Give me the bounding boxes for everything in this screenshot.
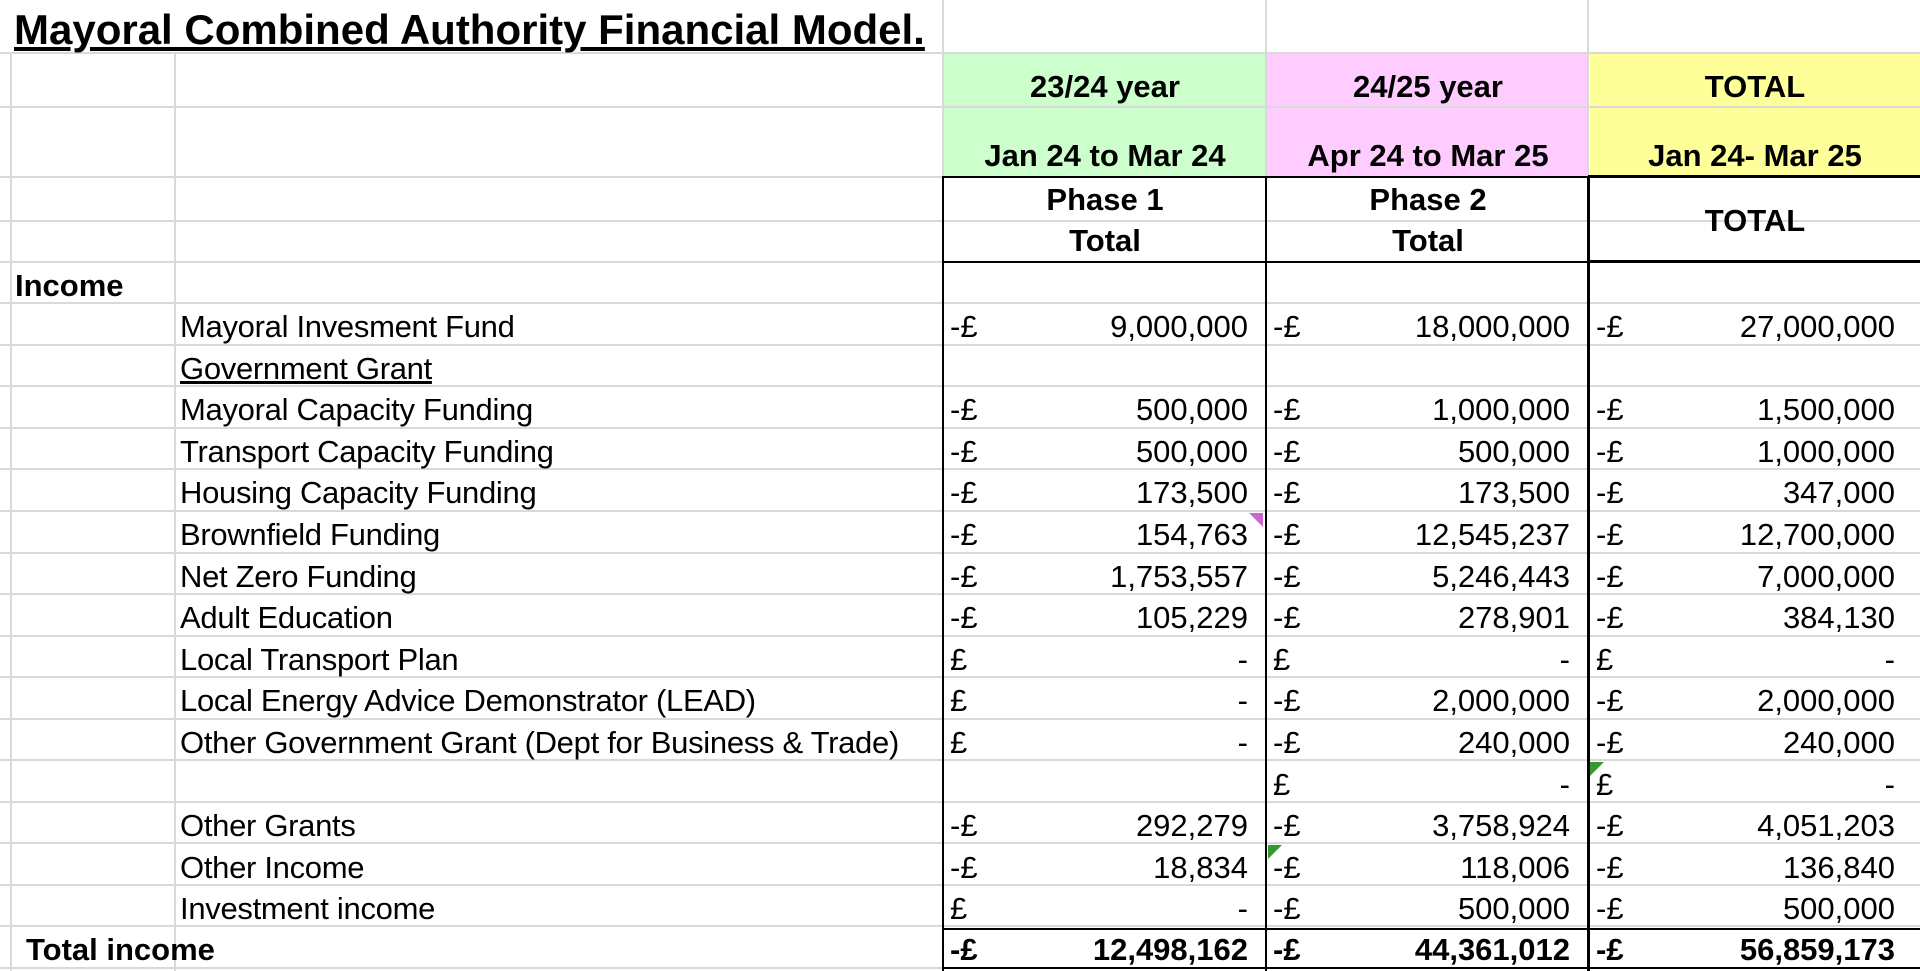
row-label: Investment income <box>180 891 436 926</box>
col3-phase-header: TOTAL <box>1704 203 1806 238</box>
amount-value: 500,000 <box>1135 434 1248 469</box>
currency-sign: -£ <box>950 850 978 885</box>
amount-value: 384,130 <box>1782 600 1895 635</box>
amount-value: 105,229 <box>1135 600 1248 635</box>
col2-left-border <box>1265 176 1267 971</box>
col1-phase-header: Phase 1 <box>1046 182 1164 217</box>
amount-value: 173,500 <box>1135 475 1248 510</box>
currency-sign: £ <box>950 683 968 718</box>
row-label: Mayoral Capacity Funding <box>180 392 533 427</box>
amount-value: 500,000 <box>1782 891 1895 926</box>
row-label: Housing Capacity Funding <box>180 475 537 510</box>
amount-value: 173,500 <box>1457 475 1570 510</box>
currency-sign: -£ <box>1596 559 1624 594</box>
col3-left-border <box>1587 176 1590 971</box>
amount-value <box>1018 348 1248 389</box>
total-amount-value: 12,498,162 <box>1092 932 1248 967</box>
comment-indicator[interactable] <box>1249 513 1263 527</box>
currency-sign: -£ <box>950 808 978 843</box>
currency-sign: -£ <box>950 600 978 635</box>
currency-sign: £ <box>950 642 968 677</box>
currency-sign: -£ <box>950 309 978 344</box>
currency-sign: -£ <box>1273 392 1301 427</box>
col1-left-border <box>942 176 944 971</box>
currency-sign: £ <box>1596 642 1614 677</box>
col1-phase-sub-header: Total <box>1069 223 1141 258</box>
amount-value: 2,000,000 <box>1432 683 1570 718</box>
currency-sign: -£ <box>950 475 978 510</box>
currency-sign: -£ <box>1596 517 1624 552</box>
amount-value: 1,000,000 <box>1757 434 1895 469</box>
currency-sign: -£ <box>1273 517 1301 552</box>
amount-value: 12,700,000 <box>1739 517 1895 552</box>
row-label: Local Transport Plan <box>180 642 459 677</box>
currency-sign: -£ <box>1596 808 1624 843</box>
row-label: Transport Capacity Funding <box>180 434 554 469</box>
currency-sign: -£ <box>1273 309 1301 344</box>
total-income-label: Total income <box>26 932 215 967</box>
amount-value: - <box>1884 642 1895 677</box>
currency-sign: -£ <box>1273 725 1301 760</box>
col3-period-header: Jan 24- Mar 25 <box>1648 138 1862 173</box>
amount-value: 1,753,557 <box>1110 559 1248 594</box>
amount-value: - <box>1559 642 1570 677</box>
currency-sign: -£ <box>1596 475 1624 510</box>
amount-value: 1,000,000 <box>1432 392 1570 427</box>
amount-value: 1,500,000 <box>1757 392 1895 427</box>
section-label-income: Income <box>15 268 124 303</box>
amount-value: 500,000 <box>1457 891 1570 926</box>
row-label: Net Zero Funding <box>180 559 417 594</box>
row-label: Mayoral Invesment Fund <box>180 309 515 344</box>
total-currency-sign: -£ <box>1273 932 1301 967</box>
sheet-title: Mayoral Combined Authority Financial Model. <box>14 6 925 53</box>
currency-sign: -£ <box>1596 309 1624 344</box>
row-gridline <box>0 302 1920 304</box>
currency-sign: -£ <box>1596 600 1624 635</box>
amount-value: 9,000,000 <box>1110 309 1248 344</box>
col2-phase-sub-header: Total <box>1392 223 1464 258</box>
currency-sign: -£ <box>1273 559 1301 594</box>
currency-sign: £ <box>950 891 968 926</box>
currency-sign: -£ <box>1273 683 1301 718</box>
amount-value <box>1018 764 1248 805</box>
amount-value: - <box>1237 683 1248 718</box>
amount-value: 240,000 <box>1782 725 1895 760</box>
amount-value: 7,000,000 <box>1757 559 1895 594</box>
currency-sign: -£ <box>1596 891 1624 926</box>
row-gridline <box>0 801 1920 803</box>
currency-sign: £ <box>950 725 968 760</box>
total-currency-sign: -£ <box>1596 932 1624 967</box>
amount-value: 3,758,924 <box>1432 808 1570 843</box>
col1-year-header: 23/24 year <box>1030 69 1180 104</box>
currency-sign: -£ <box>1273 475 1301 510</box>
amount-value: 4,051,203 <box>1757 808 1895 843</box>
row-label: Government Grant <box>180 351 432 386</box>
amount-value <box>1665 348 1895 389</box>
col2-year-header: 24/25 year <box>1353 69 1503 104</box>
currency-sign: -£ <box>1596 683 1624 718</box>
col2-phase-header: Phase 2 <box>1369 182 1487 217</box>
currency-sign: £ <box>1273 767 1291 802</box>
currency-sign: £ <box>1596 767 1614 802</box>
column-gridline <box>10 52 12 971</box>
amount-value <box>1340 348 1570 389</box>
amount-value: 27,000,000 <box>1739 309 1895 344</box>
column-gridline <box>174 52 176 971</box>
col3-year-header: TOTAL <box>1704 69 1806 104</box>
currency-sign: -£ <box>1273 600 1301 635</box>
currency-sign: -£ <box>1273 850 1301 885</box>
currency-sign: £ <box>1273 642 1291 677</box>
amount-value: 240,000 <box>1457 725 1570 760</box>
currency-sign: -£ <box>950 392 978 427</box>
amount-value: 12,545,237 <box>1414 517 1570 552</box>
amount-value: 18,834 <box>1153 850 1248 885</box>
currency-sign: -£ <box>950 559 978 594</box>
amount-value: 2,000,000 <box>1757 683 1895 718</box>
col2-period-header: Apr 24 to Mar 25 <box>1307 138 1549 173</box>
currency-sign: -£ <box>1596 434 1624 469</box>
total-currency-sign: -£ <box>950 932 978 967</box>
amount-value: 5,246,443 <box>1432 559 1570 594</box>
total-header-bottom-border <box>1588 260 1920 263</box>
row-label: Other Government Grant (Dept for Business & Trade) <box>180 725 899 760</box>
amount-value: 118,006 <box>1460 850 1570 885</box>
amount-value: 500,000 <box>1457 434 1570 469</box>
amount-value: 136,840 <box>1782 850 1895 885</box>
amount-value: 292,279 <box>1135 808 1248 843</box>
amount-value: 18,000,000 <box>1414 309 1570 344</box>
row-label: Other Income <box>180 850 365 885</box>
row-label: Brownfield Funding <box>180 517 440 552</box>
currency-sign: -£ <box>950 517 978 552</box>
amount-value: 278,901 <box>1457 600 1570 635</box>
col1-period-header: Jan 24 to Mar 24 <box>984 138 1226 173</box>
currency-sign: -£ <box>1596 850 1624 885</box>
total-amount-value: 44,361,012 <box>1414 932 1570 967</box>
currency-sign: -£ <box>1596 392 1624 427</box>
row-label: Adult Education <box>180 600 393 635</box>
currency-sign: -£ <box>950 434 978 469</box>
amount-value: - <box>1559 767 1570 802</box>
currency-sign: -£ <box>1273 434 1301 469</box>
row-label: Local Energy Advice Demonstrator (LEAD) <box>180 683 756 718</box>
total-amount-value: 56,859,173 <box>1739 932 1895 967</box>
row-label: Other Grants <box>180 808 356 843</box>
amount-value: 500,000 <box>1135 392 1248 427</box>
amount-value: - <box>1237 642 1248 677</box>
currency-sign: -£ <box>1273 808 1301 843</box>
amount-value: 154,763 <box>1135 517 1248 552</box>
amount-value: 347,000 <box>1782 475 1895 510</box>
amount-value: - <box>1884 767 1895 802</box>
currency-sign: -£ <box>1273 891 1301 926</box>
currency-sign: -£ <box>1596 725 1624 760</box>
amount-value: - <box>1237 725 1248 760</box>
amount-value: - <box>1237 891 1248 926</box>
